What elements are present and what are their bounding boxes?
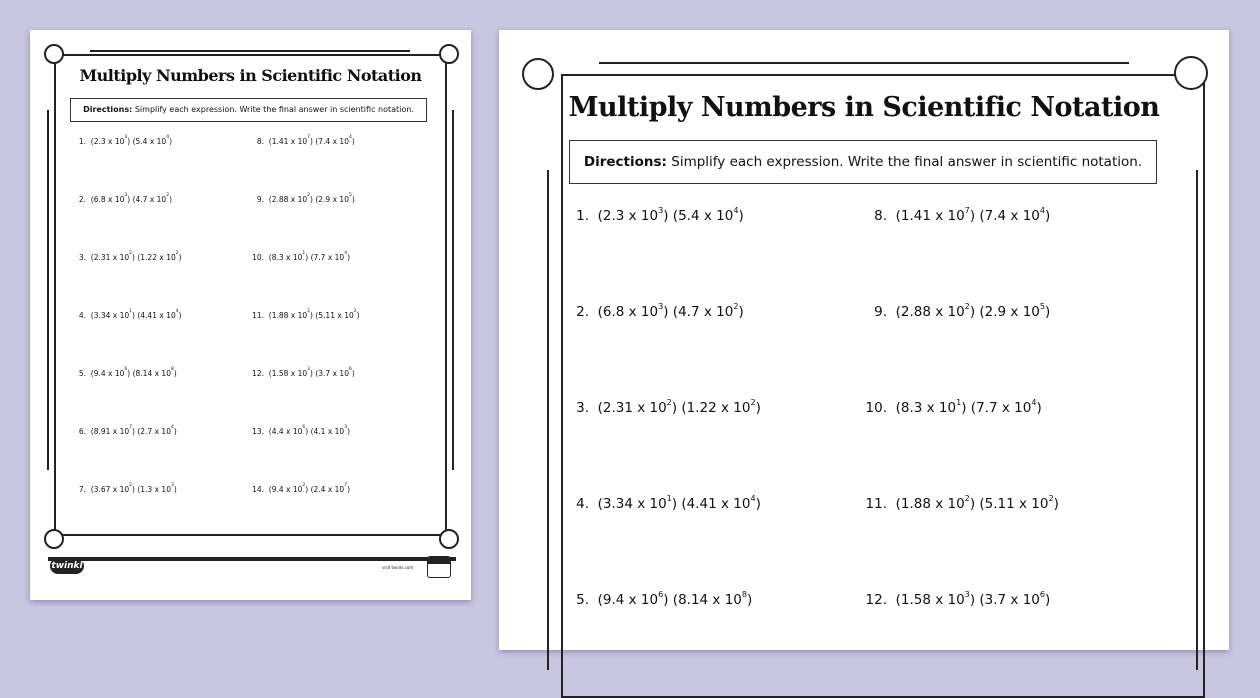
problem-item: 5. (9.4 x $10^6$) (8.14 x $10^8$)	[72, 369, 177, 378]
factor-b-coefficient: 4.1	[313, 427, 326, 436]
factor-a-coefficient: 9.4	[602, 592, 625, 608]
factor-b-coefficient: 5.4	[678, 208, 700, 224]
problem-item: 3. (2.31 x $10^2$) (1.22 x $10^2$)	[72, 253, 182, 262]
factor-b-exponent: 2	[175, 251, 179, 257]
factor-a-exponent: 1	[302, 251, 306, 257]
directions-box	[569, 140, 1157, 184]
corner-ornament-top-left	[522, 58, 554, 90]
problem-item: 6. (8.91 x $10^7$) (2.7 x $10^4$)	[72, 427, 177, 436]
problem-item: 10. (8.3 x $10^1$) (7.7 x $10^4$)	[250, 253, 350, 262]
factor-a-coefficient: 2.31	[602, 400, 633, 416]
factor-a-exponent: 2	[307, 193, 311, 199]
factor-a-exponent: 2	[307, 309, 311, 315]
worksheet-zoomed	[499, 30, 1229, 650]
factor-a-coefficient: 2.31	[93, 253, 111, 262]
problem-item: 2. (6.8 x $10^3$) (4.7 x $10^2$)	[565, 304, 744, 320]
problem-number: 4.	[576, 496, 589, 512]
factor-a-coefficient: 1.58	[900, 592, 931, 608]
frame-left-rule	[547, 170, 549, 670]
problem-number: 4.	[78, 311, 86, 320]
quality-badge-icon	[427, 556, 451, 578]
footer-rule	[48, 557, 456, 561]
factor-a-coefficient: 2.88	[900, 304, 931, 320]
problem-number: 2.	[78, 195, 86, 204]
problem-number: 3.	[78, 253, 86, 262]
factor-b-coefficient: 2.9	[318, 195, 331, 204]
directions-label: Directions:	[583, 154, 667, 170]
corner-ornament-bottom-right	[439, 529, 459, 549]
problem-item: 4. (3.34 x $10^1$) (4.41 x $10^4$)	[72, 311, 182, 320]
problem-number: 5.	[576, 592, 589, 608]
factor-b-exponent: 4	[166, 135, 170, 141]
problem-item: 13. (4.4 x $10^6$) (4.1 x $10^3$)	[250, 427, 350, 436]
factor-a-coefficient: 4.4	[271, 427, 284, 436]
problem-number: 7.	[78, 485, 86, 494]
factor-a-exponent: 6	[658, 589, 664, 600]
problem-number: 9.	[874, 304, 887, 320]
factor-b-coefficient: 4.7	[135, 195, 148, 204]
frame-top-rule	[90, 50, 410, 52]
factor-a-coefficient: 1.88	[271, 311, 289, 320]
problem-item: 12. (1.58 x $10^3$) (3.7 x $10^6$)	[863, 592, 1050, 608]
problem-item: 10. (8.3 x $10^1$) (7.7 x $10^4$)	[863, 400, 1042, 416]
corner-ornament-top-left	[44, 44, 64, 64]
twinkl-logo: twinkl	[50, 558, 84, 574]
factor-a-coefficient: 6.8	[602, 304, 625, 320]
problem-number: 11.	[252, 311, 264, 320]
problem-number: 12.	[252, 369, 264, 378]
factor-b-exponent: 2	[750, 397, 756, 408]
factor-b-coefficient: 4.41	[140, 311, 157, 320]
problem-number: 13.	[252, 427, 264, 436]
factor-a-exponent: 2	[302, 483, 306, 489]
worksheet-title: Multiply Numbers in Scientific Notation	[79, 66, 422, 85]
problem-item: 4. (3.34 x $10^1$) (4.41 x $10^4$)	[565, 496, 761, 512]
factor-a-coefficient: 2.3	[93, 137, 106, 146]
worksheet-title: Multiply Numbers in Scientific Notation	[568, 92, 1160, 123]
factor-a-exponent: 7	[307, 135, 311, 141]
factor-a-coefficient: 6.8	[93, 195, 106, 204]
problem-number: 1.	[78, 137, 86, 146]
factor-a-coefficient: 9.4	[271, 485, 284, 494]
problem-item: 9. (2.88 x $10^2$) (2.9 x $10^5$)	[863, 304, 1050, 320]
factor-b-coefficient: 1.22	[686, 400, 717, 416]
factor-a-coefficient: 1.88	[900, 496, 931, 512]
footer-url: visit twinkl.com	[382, 565, 414, 570]
factor-b-exponent: 5	[1039, 301, 1046, 312]
factor-a-exponent: 2	[964, 301, 970, 312]
factor-a-exponent: 3	[964, 589, 970, 600]
factor-b-coefficient: 2.4	[313, 485, 326, 494]
factor-a-exponent: 2	[964, 493, 970, 504]
factor-b-exponent: 4	[1031, 397, 1037, 408]
factor-a-coefficient: 8.3	[900, 400, 923, 416]
problem-item: 8. (1.41 x $10^7$) (7.4 x $10^4$)	[863, 208, 1050, 224]
factor-b-coefficient: 5.11	[318, 311, 335, 320]
factor-a-coefficient: 2.3	[602, 208, 625, 224]
factor-b-coefficient: 7.4	[984, 208, 1007, 224]
factor-b-exponent: 5	[348, 193, 352, 199]
factor-b-exponent: 4	[348, 135, 352, 141]
factor-a-exponent: 6	[302, 425, 306, 431]
factor-b-exponent: 6	[1039, 589, 1046, 600]
directions-text: Simplify each expression. Write the final answer in scientific notation.	[132, 105, 414, 114]
problem-item: 3. (2.31 x $10^2$) (1.22 x $10^2$)	[565, 400, 761, 416]
factor-b-exponent: 7	[344, 483, 348, 489]
directions-text: Simplify each expression. Write the final answer in scientific notation.	[666, 154, 1143, 170]
problem-number: 8.	[874, 208, 887, 224]
factor-b-coefficient: 7.7	[976, 400, 998, 416]
frame-left-rule	[47, 110, 49, 470]
directions-label: Directions:	[83, 105, 133, 114]
factor-a-coefficient: 2.88	[271, 195, 289, 204]
factor-a-exponent: 3	[658, 205, 664, 216]
problem-item: 9. (2.88 x $10^2$) (2.9 x $10^5$)	[250, 195, 355, 204]
factor-b-coefficient: 8.14	[678, 592, 709, 608]
problem-number: 6.	[78, 427, 86, 436]
factor-a-exponent: 3	[307, 367, 311, 373]
problem-number: 14.	[252, 485, 264, 494]
factor-a-exponent: 1	[666, 493, 672, 504]
factor-b-exponent: 8	[741, 589, 748, 600]
problem-number: 2.	[576, 304, 589, 320]
factor-b-coefficient: 5.4	[135, 137, 148, 146]
problem-item: 8. (1.41 x $10^7$) (7.4 x $10^4$)	[250, 137, 355, 146]
factor-a-coefficient: 1.58	[271, 369, 289, 378]
factor-b-coefficient: 5.11	[984, 496, 1015, 512]
factor-b-coefficient: 7.7	[313, 253, 326, 262]
factor-b-coefficient: 7.4	[318, 137, 331, 146]
problem-number: 11.	[865, 496, 887, 512]
page-frame	[54, 54, 447, 536]
factor-b-exponent: 2	[733, 301, 739, 312]
factor-a-coefficient: 3.67	[93, 485, 111, 494]
factor-a-exponent: 6	[124, 367, 128, 373]
problem-item: 2. (6.8 x $10^3$) (4.7 x $10^2$)	[72, 195, 172, 204]
worksheet-preview-small	[30, 30, 471, 600]
factor-a-exponent: 7	[129, 425, 133, 431]
problem-item: 14. (9.4 x $10^2$) (2.4 x $10^7$)	[250, 485, 350, 494]
factor-b-coefficient: 3.7	[318, 369, 331, 378]
factor-b-coefficient: 2.7	[140, 427, 153, 436]
problem-item: 11. (1.88 x $10^2$) (5.11 x $10^2$)	[250, 311, 360, 320]
factor-b-coefficient: 2.9	[984, 304, 1007, 320]
factor-a-coefficient: 3.34	[93, 311, 111, 320]
factor-b-exponent: 8	[170, 367, 174, 373]
factor-a-exponent: 3	[124, 193, 128, 199]
problem-item: 5. (9.4 x $10^6$) (8.14 x $10^8$)	[565, 592, 752, 608]
factor-b-exponent: 3	[170, 483, 174, 489]
problem-number: 3.	[576, 400, 589, 416]
problem-number: 5.	[78, 369, 86, 378]
problem-number: 1.	[576, 208, 589, 224]
factor-b-exponent: 4	[733, 205, 739, 216]
factor-a-exponent: 2	[666, 397, 672, 408]
factor-b-coefficient: 3.7	[984, 592, 1007, 608]
problem-item: 11. (1.88 x $10^2$) (5.11 x $10^2$)	[863, 496, 1059, 512]
factor-b-exponent: 3	[344, 425, 348, 431]
problem-item: 1. (2.3 x $10^3$) (5.4 x $10^4$)	[72, 137, 172, 146]
corner-ornament-bottom-left	[44, 529, 64, 549]
factor-a-exponent: 3	[658, 301, 664, 312]
problem-number: 8.	[256, 137, 264, 146]
factor-b-coefficient: 1.3	[140, 485, 153, 494]
frame-right-rule	[1196, 170, 1198, 670]
factor-a-coefficient: 3.34	[602, 496, 633, 512]
factor-a-exponent: 7	[964, 205, 970, 216]
factor-b-exponent: 2	[166, 193, 170, 199]
frame-top-rule	[599, 62, 1129, 64]
factor-b-coefficient: 4.7	[678, 304, 700, 320]
factor-b-exponent: 4	[344, 251, 348, 257]
factor-a-coefficient: 8.3	[271, 253, 284, 262]
factor-a-exponent: 1	[129, 309, 133, 315]
corner-ornament-top-right	[1174, 56, 1208, 90]
factor-b-exponent: 4	[750, 493, 756, 504]
factor-b-coefficient: 1.22	[140, 253, 157, 262]
factor-b-exponent: 4	[170, 425, 174, 431]
factor-a-exponent: 2	[129, 251, 133, 257]
factor-b-exponent: 2	[353, 309, 357, 315]
corner-ornament-top-right	[439, 44, 459, 64]
factor-a-exponent: 1	[956, 397, 962, 408]
frame-right-rule	[452, 110, 454, 470]
factor-a-coefficient: 8.91	[93, 427, 111, 436]
problem-number: 9.	[256, 195, 264, 204]
factor-b-exponent: 4	[175, 309, 179, 315]
factor-b-coefficient: 4.41	[686, 496, 717, 512]
problem-item: 12. (1.58 x $10^3$) (3.7 x $10^6$)	[250, 369, 355, 378]
problem-number: 12.	[865, 592, 887, 608]
factor-b-exponent: 2	[1048, 493, 1054, 504]
factor-b-exponent: 4	[1039, 205, 1046, 216]
factor-b-coefficient: 8.14	[135, 369, 153, 378]
factor-b-exponent: 6	[348, 367, 352, 373]
directions-box	[70, 98, 427, 122]
problem-number: 10.	[865, 400, 887, 416]
factor-a-exponent: 3	[124, 135, 128, 141]
factor-a-coefficient: 1.41	[271, 137, 289, 146]
problem-item: 1. (2.3 x $10^3$) (5.4 x $10^4$)	[565, 208, 744, 224]
factor-a-coefficient: 1.41	[900, 208, 931, 224]
problem-item: 7. (3.67 x $10^2$) (1.3 x $10^3$)	[72, 485, 177, 494]
factor-a-exponent: 2	[129, 483, 133, 489]
factor-a-coefficient: 9.4	[93, 369, 106, 378]
problem-number: 10.	[252, 253, 264, 262]
